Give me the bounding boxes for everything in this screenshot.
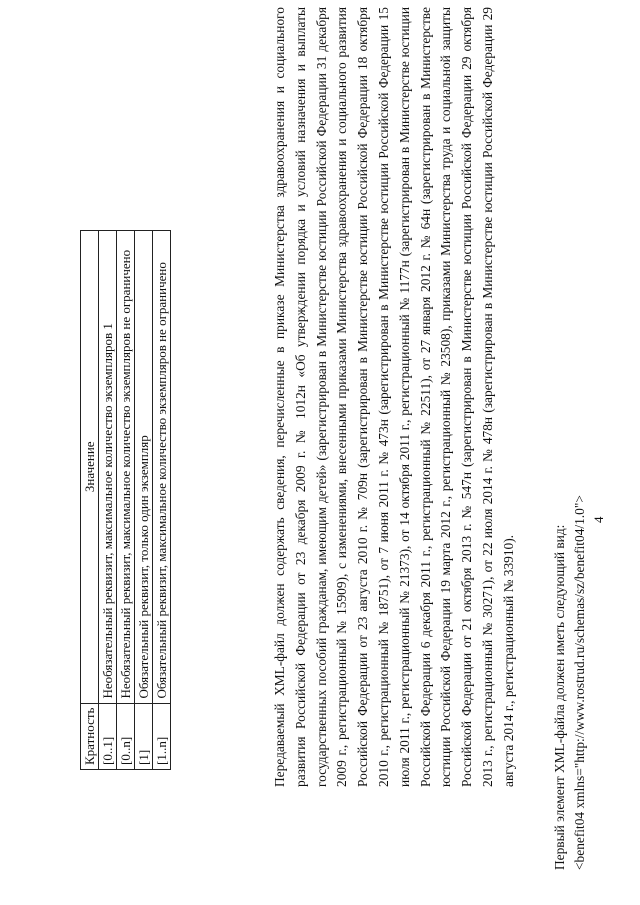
table-row (99, 231, 117, 770)
first-element-block (550, 370, 590, 870)
cardinality-table (80, 230, 171, 770)
cell-cardinality: [0..n] (117, 703, 135, 769)
table-row (135, 231, 153, 770)
cell-value: Обязательный реквизит, максимальное количество экземпляров не ограничено (153, 231, 171, 704)
table-row (153, 231, 171, 770)
cell-value: Необязательный реквизит, максимальное количество экземпляров не ограничено (117, 231, 135, 704)
first-element-code: <benefit04 xmlns="http://www.rostrud.ru/schemas/sz/benefit04/1.0"> (572, 495, 587, 870)
header-cardinality: Кратность (81, 703, 99, 769)
cell-cardinality: [0..1] (99, 703, 117, 769)
cell-cardinality: [1] (135, 703, 153, 769)
header-value: Значение (81, 231, 99, 704)
table-header-row (81, 231, 99, 770)
page-number: 4 (591, 516, 606, 523)
table-row (117, 231, 135, 770)
cell-value: Обязательный реквизит, только один экземпляр (135, 231, 153, 704)
cell-value: Необязательный реквизит, максимальное количество экземпляров 1 (99, 231, 117, 704)
body-paragraph: Передаваемый XML-файл должен содержать сведения, перечисленные в приказе Министерства здравоохранения и социального развития Российской Федерации от 23 декабря 2009 г. № 1012н «Об утверждении порядка и условий назначения и выплаты государственных пособий гражданам, имеющим детей» (зарегистрирован в Министерстве юстиции Российской Федерации 31 декабря 2009 г., регистрационный № 15909), с изменениями, внесенными приказами Министерства здравоохранения и социального развития Российской Федерации от 23 августа 2010 г. № 709н (зарегистрирован в Министерстве юстиции Российской Федерации 18 октября 2010 г., регистрационный № 18751), от 7 июня 2011 г. № 473н (зарегистрирован в Министерстве юстиции Российской Федерации 15 июля 2011 г., регистрационный № 21373), от 14 октября 2011 г., регистрационный № 1177н (зарегистрирован в Министерстве юстиции Российской Федерации 6 декабря 2011 г., регистрационный № 22511), от 27 января 2012 г. № 64н (зарегистрирован в Министерстве юстиции Российской Федерации 19 марта 2012 г., регистрационный № 23508), приказами Министерства труда и социальной защиты Российской Федерации от 21 октября 2013 г. № 547н (зарегистрирован в Министерстве юстиции Российской Федерации 29 октября 2013 г., регистрационный № 30271), от 22 июля 2014 г. № 478н (зарегистрирован в Министерстве юстиции Российской Федерации 29 августа 2014 г., регистрационный № 33910). (272, 7, 516, 787)
first-element-label: Первый элемент XML-файла должен иметь следующий вид: (552, 524, 567, 870)
cell-cardinality: [1..n] (153, 703, 171, 769)
